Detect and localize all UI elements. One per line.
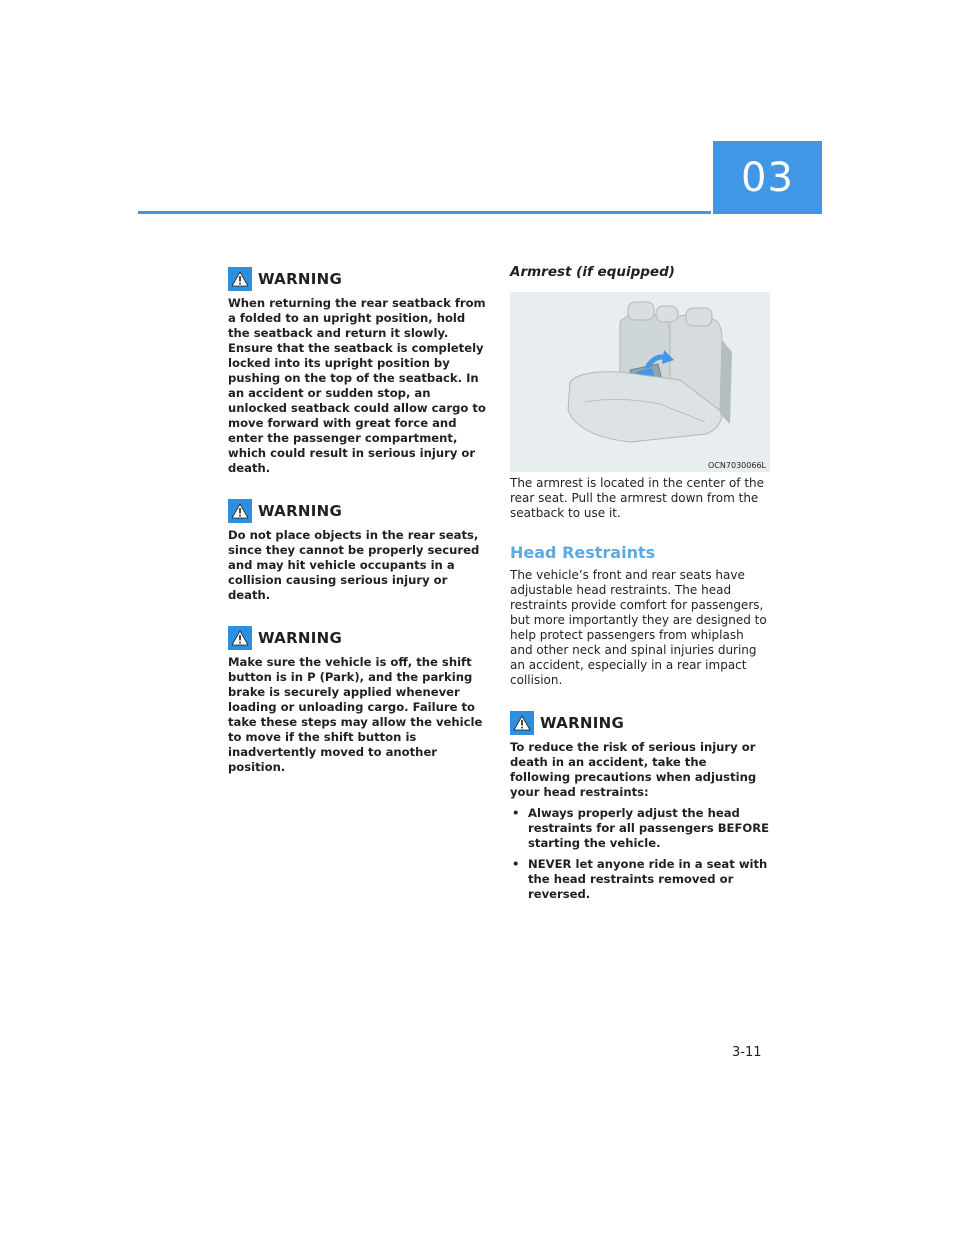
armrest-text: The armrest is located in the center of the rear seat. Pull the armrest down from the seatback to use it. [510, 476, 765, 520]
warning-text: Make sure the vehicle is off, the shift button is in P (Park), and the parking brake is securely applied whenever loading or unloading cargo. Failure to take these steps may allow the vehicle to move if the shift button is inadvertently moved to another position. [228, 655, 483, 774]
warning-title: WARNING [258, 270, 343, 288]
right-column [510, 264, 770, 924]
page-number: 3-11 [732, 1045, 762, 1060]
head-restraints-title: Head Restraints [510, 543, 656, 562]
warning-title: WARNING [258, 502, 343, 520]
rear-seat-armrest-illustration [510, 292, 770, 472]
image-code: OCN7030066L [708, 461, 766, 470]
chapter-tab: 03 [713, 141, 822, 214]
warning-icon [228, 626, 252, 650]
list-item: • Always properly adjust the head restraints for all passengers BEFORE starting the vehicle. [510, 806, 770, 851]
warning-title: WARNING [258, 629, 343, 647]
left-column [228, 266, 488, 797]
warning-icon [228, 499, 252, 523]
warning-box [510, 710, 770, 902]
warning-box [228, 498, 488, 603]
warning-icon [228, 267, 252, 291]
warning-text: When returning the rear seatback from a folded to an upright position, hold the seatback and return it slowly. Ensure that the seatback is completely locked into its upright position by pushing on the top of the seatback. In an accident or sudden stop, an unlocked seatback could allow cargo to move forward with great force and enter the passenger compartment, which could result in serious injury or death. [228, 296, 486, 475]
warning-text: To reduce the risk of serious injury or death in an accident, take the following precautions when adjusting your head restraints: [510, 740, 757, 799]
warning-box [228, 266, 488, 476]
list-item: • NEVER let anyone ride in a seat with the head restraints removed or reversed. [510, 857, 770, 902]
warning-bullets [510, 806, 770, 902]
header-rule [138, 211, 711, 214]
warning-title: WARNING [540, 714, 625, 732]
warning-box [228, 625, 488, 775]
warning-icon [510, 711, 534, 735]
warning-text: Do not place objects in the rear seats, since they cannot be properly secured and may hit vehicle occupants in a collision causing serious injury or death. [228, 528, 480, 602]
seat-image [510, 292, 770, 472]
armrest-title: Armrest (if equipped) [510, 264, 675, 280]
head-restraints-text: The vehicle’s front and rear seats have adjustable head restraints. The head restraints provide comfort for passengers, but more importantly they are designed to help protect passengers from whiplash and other neck and spinal injuries during an accident, especially in a rear impact collision. [510, 568, 767, 687]
